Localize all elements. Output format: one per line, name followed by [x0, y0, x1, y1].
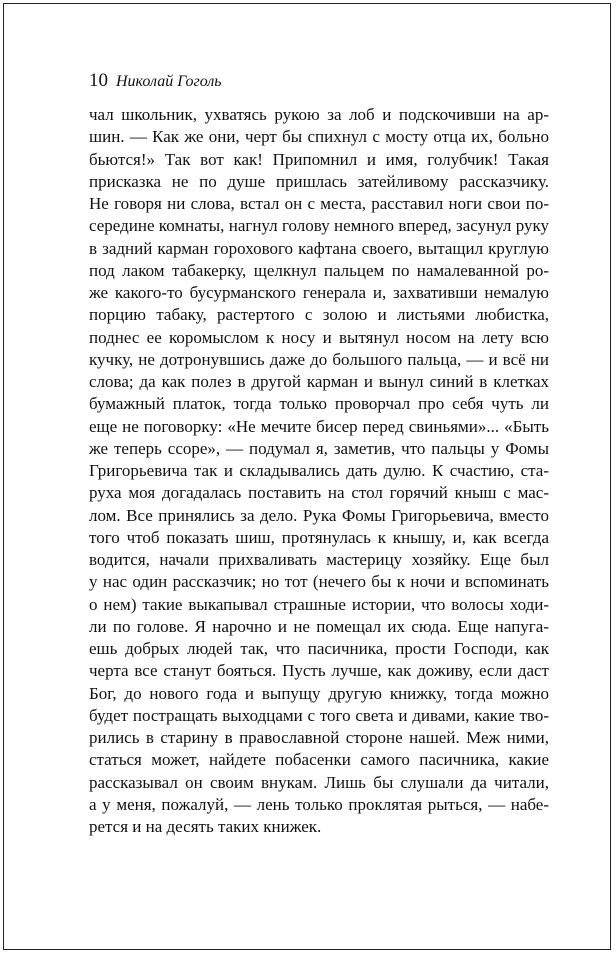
- text-line: поднес ее коромыслом к носу и вытянул носом на лету всю: [89, 327, 549, 347]
- text-line: о нем) такие выкапывал страшные истории, что волосы ходи-: [89, 594, 549, 614]
- text-line: же теперь ссоре», — подумал я, заметив, что пальцы у Фомы: [89, 438, 549, 458]
- text-line: в задний карман горохового кафтана своего, вытащил круглую: [89, 238, 549, 258]
- text-line: черта все станут бояться. Пусть лучше, как доживу, если даст: [89, 661, 549, 681]
- text-line: руха моя догадалась поставить на стол горячий кныш с мас-: [89, 483, 549, 503]
- text-line: шин. — Как же они, черт бы спихнул с мосту отца их, больно: [89, 127, 549, 147]
- text-line: бьются!» Так вот как! Припомнил и имя, голубчик! Такая: [89, 149, 549, 169]
- author-name: Николай Гоголь: [116, 73, 222, 90]
- text-line: Бог, до нового года и выпущу другую книжку, тогда можно: [89, 683, 549, 703]
- text-line: же какого-то бусурманского генерала и, захвативши немалую: [89, 283, 549, 302]
- text-line: середине комнаты, нагнул голову немного вперед, засунул руку: [89, 216, 549, 236]
- text-line: ешь добрых людей так, что пасичника, прости Господи, как: [89, 639, 549, 658]
- text-line: лом. Все принялись за дело. Рука Фомы Григорьевича, вместо: [89, 505, 549, 525]
- text-line: рассказывал он своим внукам. Лишь бы слушали да читали,: [89, 772, 549, 792]
- text-line: рется и на десять таких книжек.: [89, 817, 322, 836]
- text-line: будет постращать выходцами с того света и дивами, какие тво-: [89, 705, 549, 725]
- text-line: под лаком табакерку, щелкнул пальцем по намалеванной ро-: [89, 260, 549, 280]
- page-number: 10: [89, 70, 108, 91]
- running-head: [89, 70, 222, 92]
- text-line: Не говоря ни слова, встал он с места, расставил ноги свои по-: [89, 194, 549, 213]
- text-line: еще не поговорку: «Не мечите бисер перед свиньями»... «Быть: [89, 416, 549, 436]
- text-line: слова; да как полез в другой карман и вынул синий в клетках: [89, 372, 549, 391]
- text-line: кучку, не дотронувшись даже до большого пальца, — и всё ни: [89, 349, 549, 369]
- text-line: водится, начали прихваливать мастерицу хозяйку. Еще был: [89, 550, 549, 569]
- text-line: у нас один рассказчик; но тот (нечего бы к ночи и вспоминать: [89, 572, 549, 592]
- text-line: Григорьевича так и складывались дать дулю. К счастию, ста-: [89, 461, 549, 480]
- body-text: [89, 104, 549, 838]
- text-line: бумажный платок, тогда только проворчал про себя чуть ли: [89, 394, 549, 414]
- text-line: того чтоб показать шиш, протянулась к кнышу, и, как всегда: [89, 527, 549, 547]
- text-line: рились в старину в православной стороне нашей. Меж ними,: [89, 728, 549, 747]
- text-line: а у меня, пожалуй, — лень только проклятая рыться, — набе-: [89, 794, 549, 814]
- text-line: чал школьник, ухватясь рукою за лоб и подскочивши на ар-: [89, 105, 549, 124]
- text-line: порцию табаку, растертого с золою и листьями любистка,: [89, 305, 549, 325]
- text-line: присказка не по душе пришлась затейливому рассказчику.: [89, 171, 549, 191]
- text-line: ли по голове. Я нарочно и не помещал их сюда. Еще напугa-: [89, 616, 549, 636]
- text-line: статься может, найдете побасенки самого пасичника, какие: [89, 750, 549, 770]
